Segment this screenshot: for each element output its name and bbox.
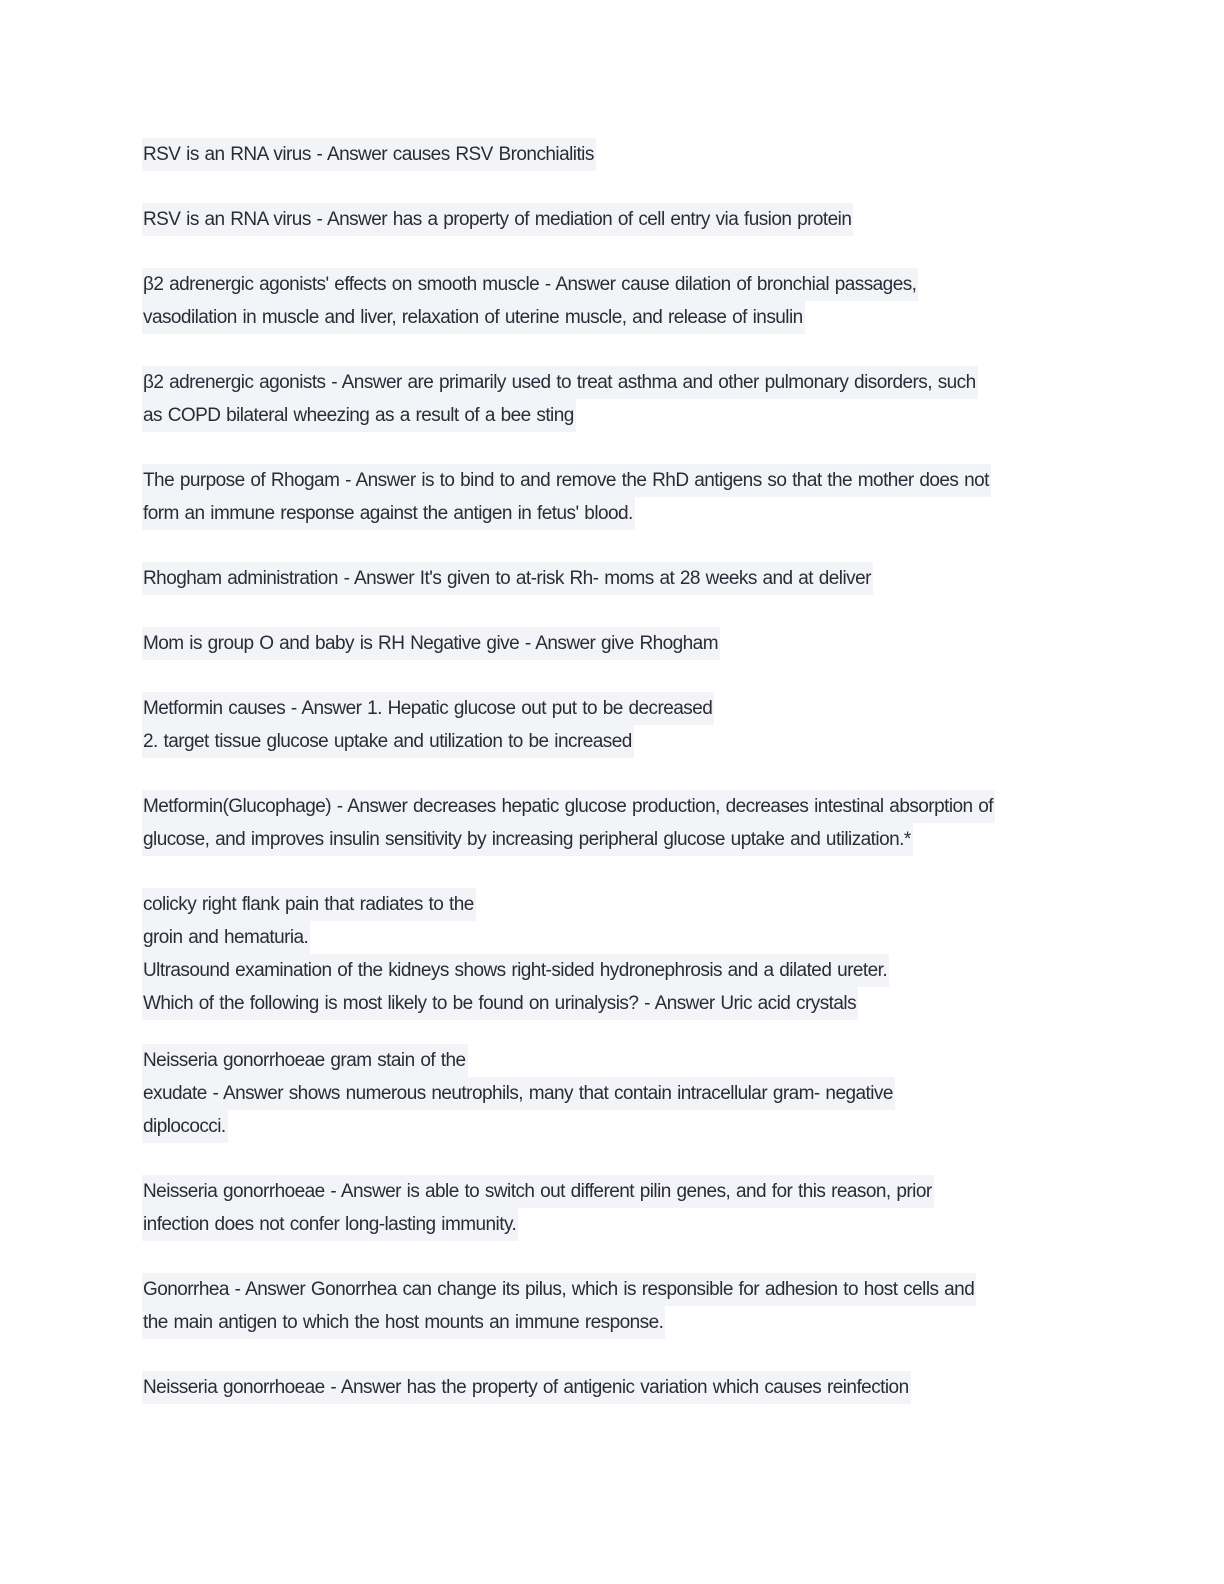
entry-line: Ultrasound examination of the kidneys shows right-sided hydronephrosis and a dilated ureter. — [142, 954, 889, 987]
qa-entry — [142, 1273, 1102, 1339]
entry-line: RSV is an RNA virus - Answer has a property of mediation of cell entry via fusion protein — [142, 203, 853, 236]
entry-line: Rhogham administration - Answer It's given to at-risk Rh- moms at 28 weeks and at deliver — [142, 562, 873, 595]
qa-entry — [142, 203, 1102, 236]
entry-line: Neisseria gonorrhoeae - Answer has the property of antigenic variation which causes reinfection — [142, 1371, 911, 1404]
entry-line: Mom is group O and baby is RH Negative give - Answer give Rhogham — [142, 627, 720, 660]
entry-line: as COPD bilateral wheezing as a result of a bee sting — [142, 399, 576, 432]
entry-line: diplococci. — [142, 1110, 228, 1143]
entry-line: β2 adrenergic agonists' effects on smooth muscle - Answer cause dilation of bronchial passages, — [142, 268, 918, 301]
qa-entry — [142, 1175, 1102, 1241]
entry-line: RSV is an RNA virus - Answer causes RSV Bronchialitis — [142, 138, 596, 171]
qa-entry — [142, 464, 1102, 530]
entry-line: colicky right flank pain that radiates to the — [142, 888, 476, 921]
qa-entry — [142, 888, 1102, 1020]
entry-line: form an immune response against the antigen in fetus' blood. — [142, 497, 635, 530]
qa-entry — [142, 1371, 1102, 1404]
entry-line: Metformin causes - Answer 1. Hepatic glucose out put to be decreased — [142, 692, 714, 725]
entry-line: glucose, and improves insulin sensitivity by increasing peripheral glucose uptake and utilization.* — [142, 823, 913, 856]
entry-line: The purpose of Rhogam - Answer is to bind to and remove the RhD antigens so that the mother does not — [142, 464, 991, 497]
entry-line: the main antigen to which the host mounts an immune response. — [142, 1306, 665, 1339]
qa-entry — [142, 268, 1102, 334]
qa-entry — [142, 366, 1102, 432]
qa-entry — [142, 1044, 1102, 1143]
entry-line: Gonorrhea - Answer Gonorrhea can change its pilus, which is responsible for adhesion to host cells and — [142, 1273, 976, 1306]
entry-line: groin and hematuria. — [142, 921, 310, 954]
qa-entry — [142, 138, 1102, 171]
entry-line: vasodilation in muscle and liver, relaxation of uterine muscle, and release of insulin — [142, 301, 805, 334]
entry-line: β2 adrenergic agonists - Answer are primarily used to treat asthma and other pulmonary disorders, such — [142, 366, 978, 399]
entry-line: Neisseria gonorrhoeae gram stain of the — [142, 1044, 468, 1077]
qa-entry — [142, 562, 1102, 595]
qa-entry — [142, 627, 1102, 660]
qa-entry — [142, 692, 1102, 758]
entry-line: Neisseria gonorrhoeae - Answer is able to switch out different pilin genes, and for this reason, prior — [142, 1175, 934, 1208]
entry-line: infection does not confer long-lasting immunity. — [142, 1208, 518, 1241]
entry-line: exudate - Answer shows numerous neutrophils, many that contain intracellular gram- negative — [142, 1077, 895, 1110]
entry-line: Metformin(Glucophage) - Answer decreases hepatic glucose production, decreases intestinal absorption of — [142, 790, 995, 823]
qa-entry — [142, 790, 1102, 856]
document-page — [142, 138, 1102, 1404]
entry-line: Which of the following is most likely to be found on urinalysis? - Answer Uric acid crystals — [142, 987, 858, 1020]
entry-line: 2. target tissue glucose uptake and utilization to be increased — [142, 725, 634, 758]
